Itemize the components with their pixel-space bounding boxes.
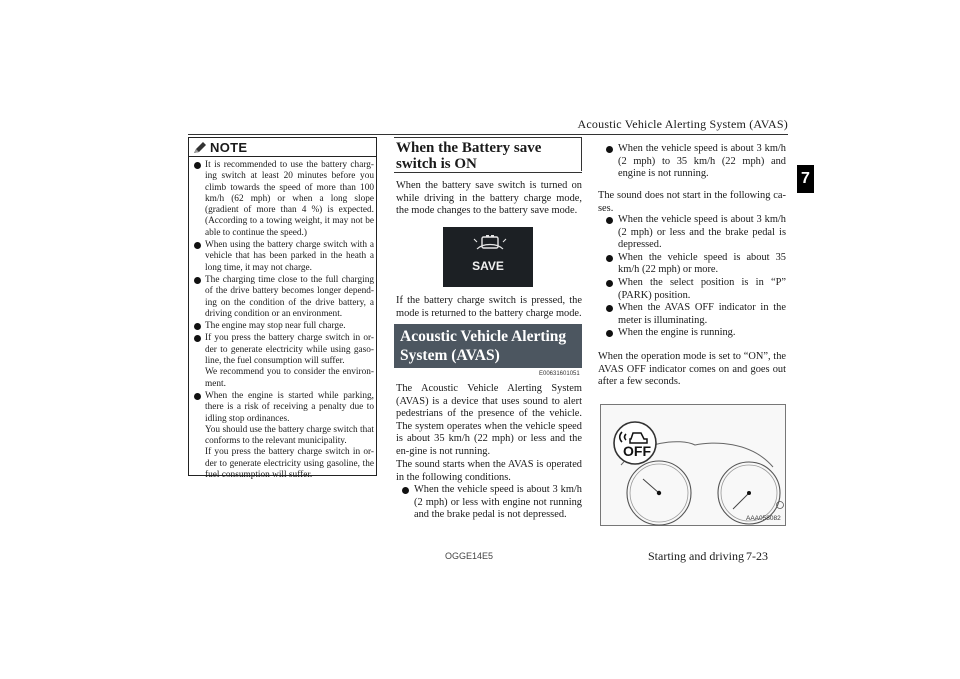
list-item — [604, 277, 786, 302]
list-item-text: When the select position is in “P” (PARK) position. — [618, 276, 786, 301]
note-item — [194, 160, 374, 239]
bullet-icon — [606, 217, 613, 224]
avas-section-banner: Acoustic Vehicle Alerting System (AVAS) — [394, 324, 582, 368]
pencil-icon — [193, 141, 207, 154]
bullet-icon — [606, 146, 613, 153]
bullet-icon — [194, 323, 201, 330]
list-item — [604, 214, 786, 252]
note-item — [194, 240, 374, 274]
section-top-rule — [394, 137, 582, 138]
header-rule — [188, 134, 788, 135]
bullet-icon — [194, 277, 201, 284]
no-start-intro: The sound does not start in the following ca-ses. — [598, 190, 786, 214]
list-item-text: When the vehicle speed is about 3 km/h (2 mph) to 35 km/h (22 mph) and engine is not running. — [618, 143, 786, 180]
list-item-text: When the vehicle speed is about 3 km/h (2 mph) or less with engine not running and the brake pedal is not depressed. — [414, 484, 582, 521]
bullet-icon — [606, 255, 613, 262]
note-header — [189, 138, 376, 157]
note-item-text: It is recommended to use the battery charg-ing switch at least 20 minutes before you climb towards the speed of more than 100 km/h (62 mph) or when a long slope (gradient of more than 4 %) is expected. (According to a towing weight, it may not be able to continue the speed.) — [205, 160, 374, 238]
note-item-subtext: If you press the battery charge switch in or-der to generate electricity using gasoline, the fuel consumption will suffer. — [205, 447, 374, 481]
avas-off-label: OFF — [623, 443, 651, 459]
bullet-icon — [606, 305, 613, 312]
battery-save-paragraph: When the battery save switch is turned on while driving in the battery charge mode, the mode changes to the battery save mode. — [396, 180, 582, 217]
note-item — [194, 275, 374, 320]
bullet-icon — [194, 335, 201, 342]
note-list — [194, 160, 374, 482]
section-heading: When the Battery save switch is ON — [396, 140, 542, 172]
list-item-text: When the vehicle speed is about 3 km/h (2 mph) or less and the brake pedal is depressed. — [618, 214, 786, 251]
meter-illustration — [601, 405, 787, 527]
page-number: 7-23 — [746, 549, 768, 563]
figure-code: AAA058082 — [746, 515, 781, 522]
start-conditions-list — [400, 484, 582, 522]
list-item — [604, 252, 786, 277]
bullet-icon — [194, 242, 201, 249]
note-label: NOTE — [210, 139, 248, 155]
save-label: SAVE — [472, 259, 504, 273]
running-header: Acoustic Vehicle Alerting System (AVAS) — [577, 117, 788, 131]
avas-off-indicator-paragraph: When the operation mode is set to “ON”, the AVAS OFF indicator comes on and goes out after a few seconds. — [598, 351, 786, 388]
save-indicator-image — [443, 227, 533, 287]
bullet-icon — [194, 393, 201, 400]
no-start-conditions-list — [604, 214, 786, 340]
list-item — [604, 327, 786, 340]
note-item — [194, 333, 374, 389]
bullet-icon — [606, 280, 613, 287]
note-item — [194, 321, 374, 332]
list-item-text: When the AVAS OFF indicator in the meter is illuminating. — [618, 302, 786, 326]
battery-charge-paragraph: If the battery charge switch is pressed, the mode is returned to the battery charge mode. — [396, 295, 582, 319]
avas-conditions-intro: The sound starts when the AVAS is operated in the following conditions. — [396, 459, 582, 483]
list-item — [400, 484, 582, 522]
note-item-text: The charging time close to the full charging of the drive battery becomes longer depend-ing on the condition of the drive battery, a driving condition or an environment. — [205, 274, 374, 319]
bullet-icon — [194, 162, 201, 169]
note-item-text: If you press the battery charge switch in or-der to generate electricity while using gaso-line, the fuel consumption will suffer. — [205, 333, 374, 367]
bullet-icon — [402, 487, 409, 494]
note-item-text: When the engine is started while parking, there is a risk of receiving a penalty due to idling stop ordinances. — [205, 390, 374, 424]
meter-figure — [600, 404, 786, 526]
footer-section: Starting and driving — [648, 549, 744, 563]
list-item-text: When the vehicle speed is about 35 km/h (22 mph) or more. — [618, 251, 786, 276]
bullet-icon — [606, 330, 613, 337]
note-item-subtext: We recommend you to consider the environ-ment. — [205, 367, 374, 389]
section-code: E00631601051 — [539, 371, 580, 377]
section-bottom-rule — [394, 172, 582, 173]
battery-save-icon — [443, 227, 533, 287]
footer-code: OGGE14E5 — [445, 551, 494, 561]
note-box — [188, 137, 377, 481]
note-item-subtext: You should use the battery charge switch that conforms to the relevant municipality. — [205, 424, 374, 447]
list-item — [604, 302, 786, 327]
note-item — [194, 391, 374, 481]
chapter-tab: 7 — [797, 165, 814, 193]
list-item — [604, 143, 786, 181]
start-conditions-list-continued — [604, 143, 786, 181]
avas-description: The Acoustic Vehicle Alerting System (AVAS) is a device that uses sound to alert pedestrians of the presence of the vehicle. The system operates when the vehicle speed is about 35 km/h (22 mph) or less and the en-gine is not running. — [396, 383, 582, 457]
list-item-text: When the engine is running. — [618, 327, 736, 339]
note-item-text: The engine may stop near full charge. — [205, 321, 346, 332]
section-side-rule — [581, 137, 582, 171]
note-item-text: When using the battery charge switch with a vehicle that has been parked in the heath a long time, it may not charge. — [205, 240, 374, 273]
